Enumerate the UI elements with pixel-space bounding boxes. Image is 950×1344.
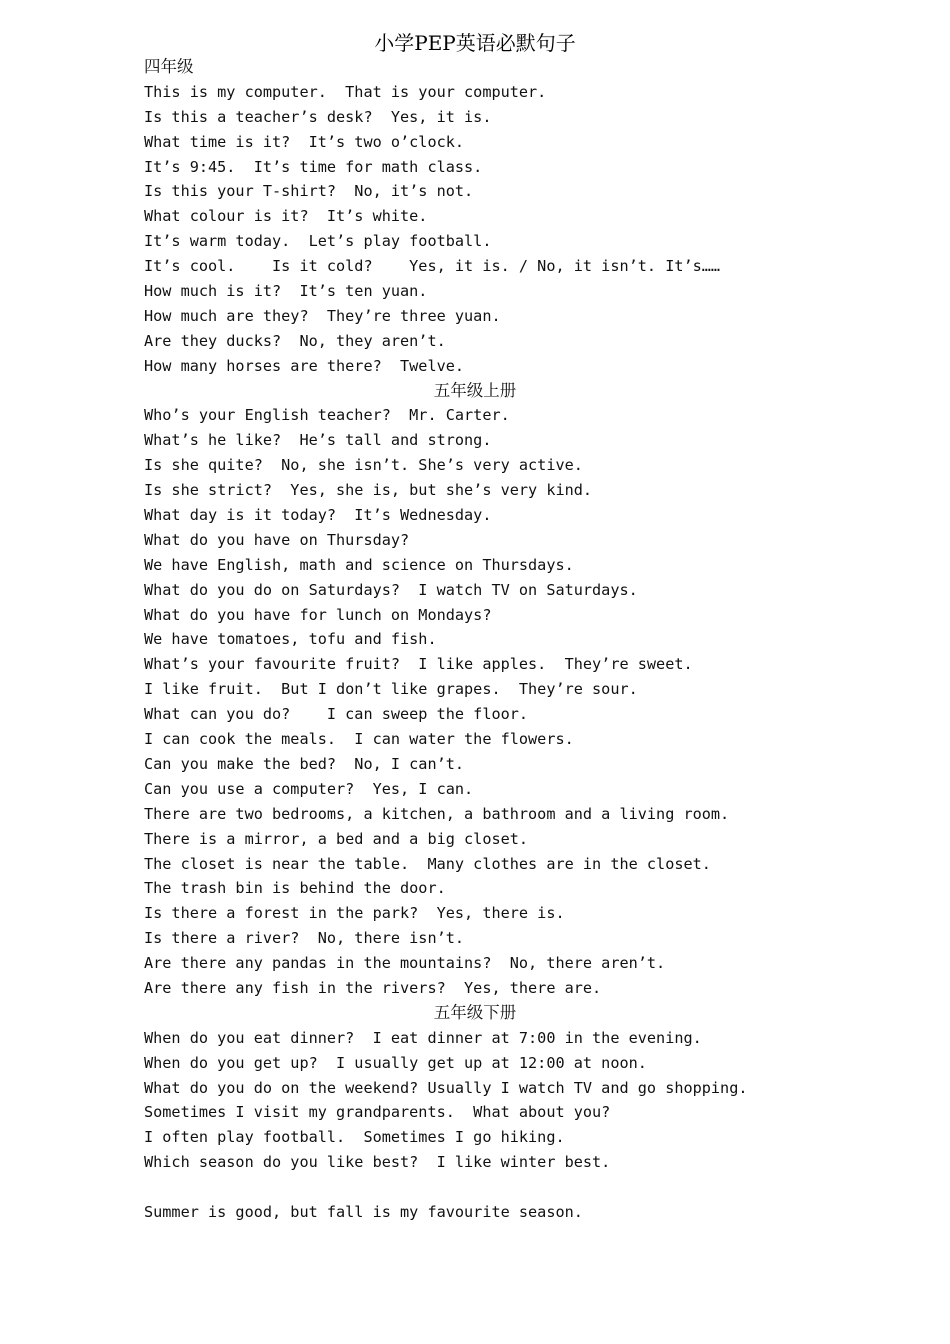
sentence-line: We have English, math and science on Thursdays. — [144, 555, 574, 574]
sentence-line: What’s he like? He’s tall and strong. — [144, 431, 492, 450]
sentence-line: Who’s your English teacher? Mr. Carter. — [144, 406, 510, 425]
sentence-line: Is this your T-shirt? No, it’s not. — [144, 182, 474, 201]
sentence-line: We have tomatoes, tofu and fish. — [144, 630, 437, 649]
sentence-line: When do you get up? I usually get up at 12:00 at noon. — [144, 1053, 647, 1072]
sentence-line: What day is it today? It’s Wednesday. — [144, 506, 492, 525]
sentence-line: When do you eat dinner? I eat dinner at 7:00 in the evening. — [144, 1028, 702, 1047]
sentence-line: This is my computer. That is your computer. — [144, 82, 547, 101]
sentence-line: It’s warm today. Let’s play football. — [144, 232, 492, 251]
sentence-line: What can you do? I can sweep the floor. — [144, 705, 529, 724]
section-heading-grade5-vol2: 五年级下册 — [433, 1002, 517, 1022]
sentence-line: What time is it? It’s two o’clock. — [144, 132, 465, 151]
sentence-line: How much are they? They’re three yuan. — [144, 306, 501, 325]
sentence-line: Is she strict? Yes, she is, but she’s very kind. — [144, 481, 593, 500]
sentence-line: Which season do you like best? I like winter best. — [144, 1153, 611, 1172]
document-title: 小学PEP英语必默句子 — [374, 31, 576, 55]
sentence-line: There are two bedrooms, a kitchen, a bathroom and a living room. — [144, 804, 730, 823]
sentence-line: Is there a river? No, there isn’t. — [144, 929, 465, 948]
sentence-line: What do you have for lunch on Mondays? — [144, 605, 492, 624]
sentence-line: What colour is it? It’s white. — [144, 207, 428, 226]
sentence-line: What do you do on Saturdays? I watch TV on Saturdays. — [144, 580, 638, 599]
document-body — [144, 55, 904, 1225]
sentence-line: There is a mirror, a bed and a big closet. — [144, 829, 529, 848]
sentence-line: How much is it? It’s ten yuan. — [144, 282, 428, 301]
sentence-line: It’s 9:45. It’s time for math class. — [144, 157, 483, 176]
sentence-line: The closet is near the table. Many clothes are in the closet. — [144, 854, 711, 873]
sentence-line: Summer is good, but fall is my favourite season. — [144, 1202, 583, 1221]
sentence-line: Are there any fish in the rivers? Yes, there are. — [144, 978, 602, 997]
sentence-line: Sometimes I visit my grandparents. What about you? — [144, 1103, 611, 1122]
sentence-line: I can cook the meals. I can water the flowers. — [144, 730, 574, 749]
sentence-line: Are there any pandas in the mountains? No, there aren’t. — [144, 954, 666, 973]
sentence-line: I often play football. Sometimes I go hiking. — [144, 1128, 565, 1147]
sentence-line: How many horses are there? Twelve. — [144, 356, 465, 375]
section-heading-grade5-vol1: 五年级上册 — [433, 380, 517, 400]
blank-line — [144, 1175, 904, 1200]
sentence-line: What’s your favourite fruit? I like apples. They’re sweet. — [144, 655, 693, 674]
sentence-line: The trash bin is behind the door. — [144, 879, 446, 898]
sentence-line: Is there a forest in the park? Yes, there is. — [144, 904, 565, 923]
sentence-line: Is this a teacher’s desk? Yes, it is. — [144, 107, 492, 126]
sentence-line: I like fruit. But I don’t like grapes. They’re sour. — [144, 680, 638, 699]
sentence-line: Can you make the bed? No, I can’t. — [144, 754, 465, 773]
sentence-line: Can you use a computer? Yes, I can. — [144, 779, 474, 798]
sentence-line: What do you do on the weekend? Usually I watch TV and go shopping. — [144, 1078, 748, 1097]
sentence-line: Are they ducks? No, they aren’t. — [144, 331, 446, 350]
sentence-line: It’s cool. Is it cold? Yes, it is. / No, it isn’t. It’s…… — [144, 257, 721, 276]
sentence-line: What do you have on Thursday? — [144, 530, 410, 549]
section-heading-grade4: 四年级 — [144, 57, 194, 76]
sentence-line: Is she quite? No, she isn’t. She’s very active. — [144, 456, 583, 475]
